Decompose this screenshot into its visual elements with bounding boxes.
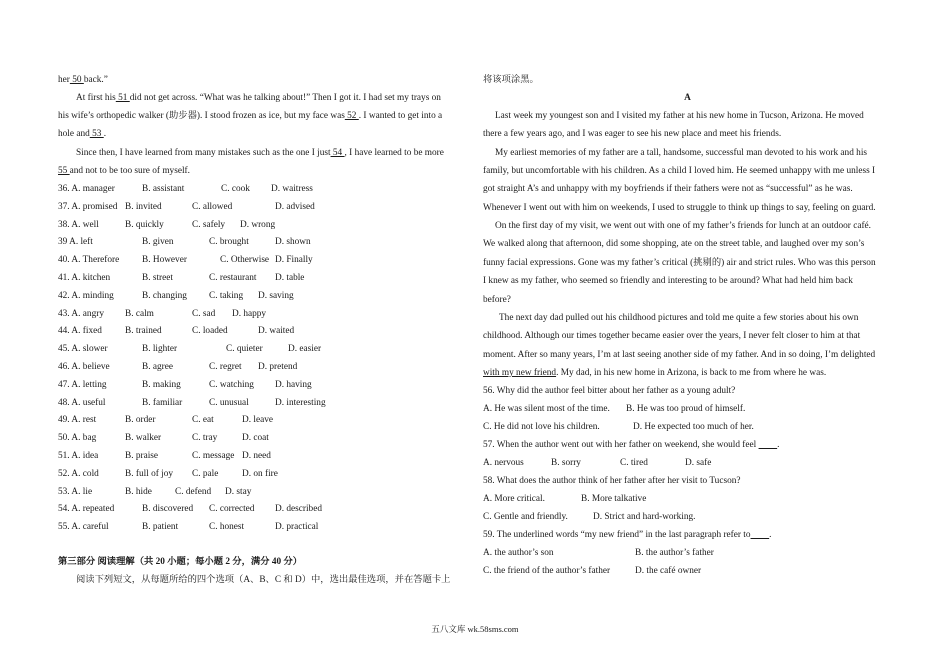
- underlined-phrase: with my new friend: [483, 368, 557, 378]
- option-a[interactable]: 53. A. lie: [58, 486, 93, 497]
- option-b[interactable]: B. discovered: [142, 504, 194, 515]
- text: 57. When the author went out with her father on weekend, she would feel: [483, 440, 757, 450]
- option-c[interactable]: C. pale: [192, 468, 219, 479]
- passage-label: A: [684, 93, 691, 103]
- text: back.”: [83, 75, 108, 85]
- option-c[interactable]: C. corrected: [209, 504, 255, 515]
- paragraph-line: [76, 92, 441, 104]
- option-c[interactable]: C. defend: [175, 486, 212, 497]
- passage-line: family, but uncomfortable with his children. As a child I loved him. He seemed unhappy with me unless I: [483, 166, 876, 177]
- option-d[interactable]: D. Strict and hard-working.: [593, 512, 696, 522]
- option-d[interactable]: D. need: [242, 451, 271, 461]
- option-c[interactable]: C. Otherwise: [220, 255, 270, 266]
- option-a[interactable]: 49. A. rest: [58, 415, 97, 426]
- option-c[interactable]: C. the friend of the author’s father: [483, 566, 611, 576]
- option-a[interactable]: 41. A. kitchen: [58, 273, 111, 283]
- passage-line: Whenever I went out with him on weekends, I used to struggle to think up things to say, feeling on guard.: [483, 202, 876, 213]
- option-c[interactable]: C. He did not love his children.: [483, 422, 600, 432]
- option-b[interactable]: B. praise: [125, 451, 159, 461]
- passage-line: got straight A’s and unhappy with my boyfriends if their fathers were not as “successful” as he was.: [483, 184, 853, 195]
- paragraph-line: [58, 165, 190, 177]
- option-a[interactable]: 40. A. Therefore: [58, 255, 120, 266]
- option-c[interactable]: C. message: [192, 451, 235, 461]
- option-c[interactable]: C. eat: [192, 415, 214, 426]
- option-d[interactable]: D. described: [275, 504, 322, 515]
- option-b[interactable]: B. familiar: [142, 397, 183, 408]
- option-b[interactable]: B. quickly: [125, 219, 164, 230]
- option-d[interactable]: D. leave: [242, 415, 273, 426]
- instructions-continuation: 将该项涂黑。: [483, 75, 539, 85]
- option-a[interactable]: 44. A. fixed: [58, 326, 102, 337]
- option-c[interactable]: C. brought: [209, 237, 249, 248]
- option-d[interactable]: D. shown: [275, 237, 311, 248]
- option-c[interactable]: C. loaded: [192, 326, 228, 337]
- question-59: 59. The underlined words “my new friend” in the last paragraph refer to .: [483, 530, 772, 540]
- answer-blank: [759, 440, 778, 450]
- passage-line: We walked along that afternoon, did some shopping, ate on the street table, and laughed over my son’s: [483, 239, 865, 250]
- passage-line: My earliest memories of my father are a tall, handsome, successful man devoted to his work and his: [495, 147, 868, 158]
- blank-53: 53: [89, 129, 104, 139]
- question-56: 56. Why did the author feel bitter about her father as a young adult?: [483, 386, 736, 396]
- option-b[interactable]: B. patient: [142, 522, 179, 533]
- option-d[interactable]: D. advised: [275, 201, 315, 212]
- option-d[interactable]: D. He expected too much of her.: [633, 422, 754, 432]
- option-c[interactable]: C. tray: [192, 433, 218, 444]
- blank-51: 51: [115, 93, 130, 103]
- option-b[interactable]: B. street: [142, 273, 173, 283]
- text: and not to be too sure of myself.: [69, 166, 190, 176]
- passage-line: On the first day of my visit, we went out with one of my father’s friends for lunch at an outdoor café.: [495, 221, 871, 232]
- text: . I wanted to get into a: [358, 111, 443, 121]
- blank-52: 52: [344, 111, 359, 121]
- option-c[interactable]: C. Gentle and friendly.: [483, 512, 568, 522]
- blank-54: 54: [330, 148, 345, 158]
- option-a[interactable]: 42. A. minding: [58, 290, 114, 301]
- option-c[interactable]: C. quieter: [226, 344, 263, 355]
- paragraph-line: [58, 128, 106, 140]
- option-c[interactable]: C. restaurant: [209, 273, 257, 283]
- option-a[interactable]: 38. A. well: [58, 219, 99, 230]
- option-a[interactable]: A. nervous: [483, 458, 524, 468]
- text: her: [58, 75, 70, 85]
- option-b[interactable]: B. the author’s father: [635, 548, 714, 558]
- option-b[interactable]: B. invited: [125, 201, 162, 212]
- passage-line: there a few years ago, and I was eager to see his new place and meet his friends.: [483, 129, 782, 140]
- passage-line: I knew as my father, who seemed so friendly and interesting to be around? What had held him back: [483, 276, 853, 287]
- option-d[interactable]: D. happy: [232, 308, 267, 319]
- option-b[interactable]: B. hide: [125, 486, 152, 497]
- option-d[interactable]: D. wrong: [240, 219, 276, 230]
- text: . My dad, in his new home in Arizona, is back to me from where he was.: [556, 368, 827, 378]
- option-a[interactable]: A. More critical.: [483, 494, 545, 504]
- passage-line: moment. After so many years, I’m at last seeing another side of my father. And in so doing, I’m delighted: [483, 349, 876, 360]
- option-c[interactable]: C. allowed: [192, 201, 233, 212]
- option-a[interactable]: 46. A. believe: [58, 362, 110, 372]
- option-c[interactable]: C. taking: [209, 290, 244, 301]
- option-a[interactable]: 36. A. manager: [58, 184, 115, 194]
- paragraph-line: [58, 110, 442, 122]
- option-b[interactable]: B. order: [125, 415, 156, 426]
- option-d[interactable]: D. Finally: [275, 255, 313, 266]
- text: Since then, I have learned from many mistakes such as the one I just: [76, 148, 331, 158]
- answer-blank: [751, 530, 770, 540]
- option-a[interactable]: A. He was silent most of the time.: [483, 404, 610, 414]
- page-footer: 五八文库 wk.58sms.com: [431, 624, 519, 634]
- option-a[interactable]: 45. A. slower: [58, 344, 108, 355]
- paragraph-continuation: [58, 74, 108, 86]
- option-d[interactable]: D. pretend: [258, 362, 298, 372]
- option-a[interactable]: 43. A. angry: [58, 308, 104, 319]
- passage-line: funny facial expressions. Gone was my father’s critical (挑剔的) air and strict rules. Who was this person: [483, 257, 876, 268]
- passage-line: [483, 367, 826, 379]
- option-d[interactable]: D. having: [275, 379, 312, 390]
- option-c[interactable]: C. honest: [209, 522, 245, 533]
- option-b[interactable]: B. changing: [142, 290, 187, 301]
- option-d[interactable]: D. waitress: [271, 184, 313, 194]
- text: , I have learned to be more: [344, 148, 444, 158]
- option-c[interactable]: C. watching: [209, 379, 254, 390]
- option-a[interactable]: 54. A. repeated: [58, 504, 115, 515]
- text: his wife’s orthopedic walker (助步器). I stood frozen as ice, but my face was: [58, 111, 345, 121]
- option-b[interactable]: B. calm: [125, 308, 154, 319]
- option-b[interactable]: B. trained: [125, 326, 162, 337]
- option-d[interactable]: D. waited: [258, 326, 295, 337]
- option-d[interactable]: D. the café owner: [635, 566, 702, 576]
- option-b[interactable]: B. agree: [142, 362, 173, 372]
- passage-line: Last week my youngest son and I visited my father at his new home in Tucson, Arizona. He moved: [495, 111, 864, 121]
- option-c[interactable]: C. unusual: [209, 397, 249, 408]
- option-c[interactable]: C. cook: [221, 184, 250, 194]
- option-c[interactable]: C. regret: [209, 362, 242, 372]
- text: 59. The underlined words “my new friend” in the last paragraph refer to: [483, 530, 751, 540]
- option-b[interactable]: B. He was too proud of himself.: [626, 404, 746, 414]
- option-d[interactable]: D. saving: [258, 290, 294, 301]
- text: At first his: [76, 93, 116, 103]
- passage-line: childhood. Although our times together became easier over the years, I never felt closer to him at that: [483, 331, 861, 342]
- option-d[interactable]: D. coat: [242, 433, 269, 444]
- question-57: 57. When the author went out with her father on weekend, she would feel .: [483, 440, 780, 450]
- option-b[interactable]: B. walker: [125, 433, 162, 444]
- option-d[interactable]: D. safe: [685, 458, 712, 468]
- option-d[interactable]: D. practical: [275, 522, 319, 533]
- paragraph-line: [76, 147, 444, 159]
- option-b[interactable]: B. given: [142, 237, 174, 248]
- option-d[interactable]: D. interesting: [275, 397, 326, 408]
- option-d[interactable]: D. easier: [288, 344, 322, 355]
- option-b[interactable]: B. making: [142, 379, 181, 390]
- option-a[interactable]: 51. A. idea: [58, 451, 99, 461]
- option-b[interactable]: B. assistant: [142, 184, 185, 194]
- option-b[interactable]: B. lighter: [142, 344, 178, 355]
- option-b[interactable]: B. However: [142, 255, 187, 266]
- passage-line: before?: [483, 294, 511, 305]
- blank-55: 55: [58, 166, 70, 176]
- option-d[interactable]: D. stay: [225, 486, 252, 497]
- passage-line: The next day dad pulled out his childhood pictures and told me quite a few stories about his own: [499, 312, 859, 323]
- blank-50: 50: [69, 75, 84, 85]
- section-title: 第三部分 阅读理解（共 20 小题；每小题 2 分，满分 40 分）: [58, 557, 303, 567]
- question-58: 58. What does the author think of her father after her visit to Tucson?: [483, 476, 741, 486]
- option-a[interactable]: 39 A. left: [58, 237, 93, 248]
- option-d[interactable]: D. table: [275, 273, 305, 283]
- option-c[interactable]: C. safely: [192, 219, 226, 230]
- option-b[interactable]: B. More talkative: [581, 494, 647, 504]
- text: .: [103, 129, 107, 139]
- section-instructions: 阅读下列短文，从每题所给的四个选项（A、B、C 和 D）中，选出最佳选项，并在答题卡上: [76, 575, 451, 585]
- text: did not get across. “What was he talking about!” Then I got it. I had set my trays on: [129, 93, 441, 103]
- option-a[interactable]: 50. A. bag: [58, 433, 97, 444]
- option-a[interactable]: 37. A. promised: [58, 201, 118, 212]
- option-d[interactable]: D. on fire: [242, 468, 278, 479]
- option-a[interactable]: 48. A. useful: [58, 397, 106, 408]
- text: hole and: [58, 129, 90, 139]
- option-b[interactable]: B. full of joy: [125, 468, 174, 479]
- option-a[interactable]: A. the author’s son: [483, 548, 554, 558]
- option-a[interactable]: 47. A. letting: [58, 379, 107, 390]
- option-b[interactable]: B. sorry: [551, 458, 581, 468]
- option-c[interactable]: C. tired: [620, 458, 648, 468]
- option-a[interactable]: 52. A. cold: [58, 468, 99, 479]
- option-c[interactable]: C. sad: [192, 308, 216, 319]
- option-a[interactable]: 55. A. careful: [58, 522, 109, 533]
